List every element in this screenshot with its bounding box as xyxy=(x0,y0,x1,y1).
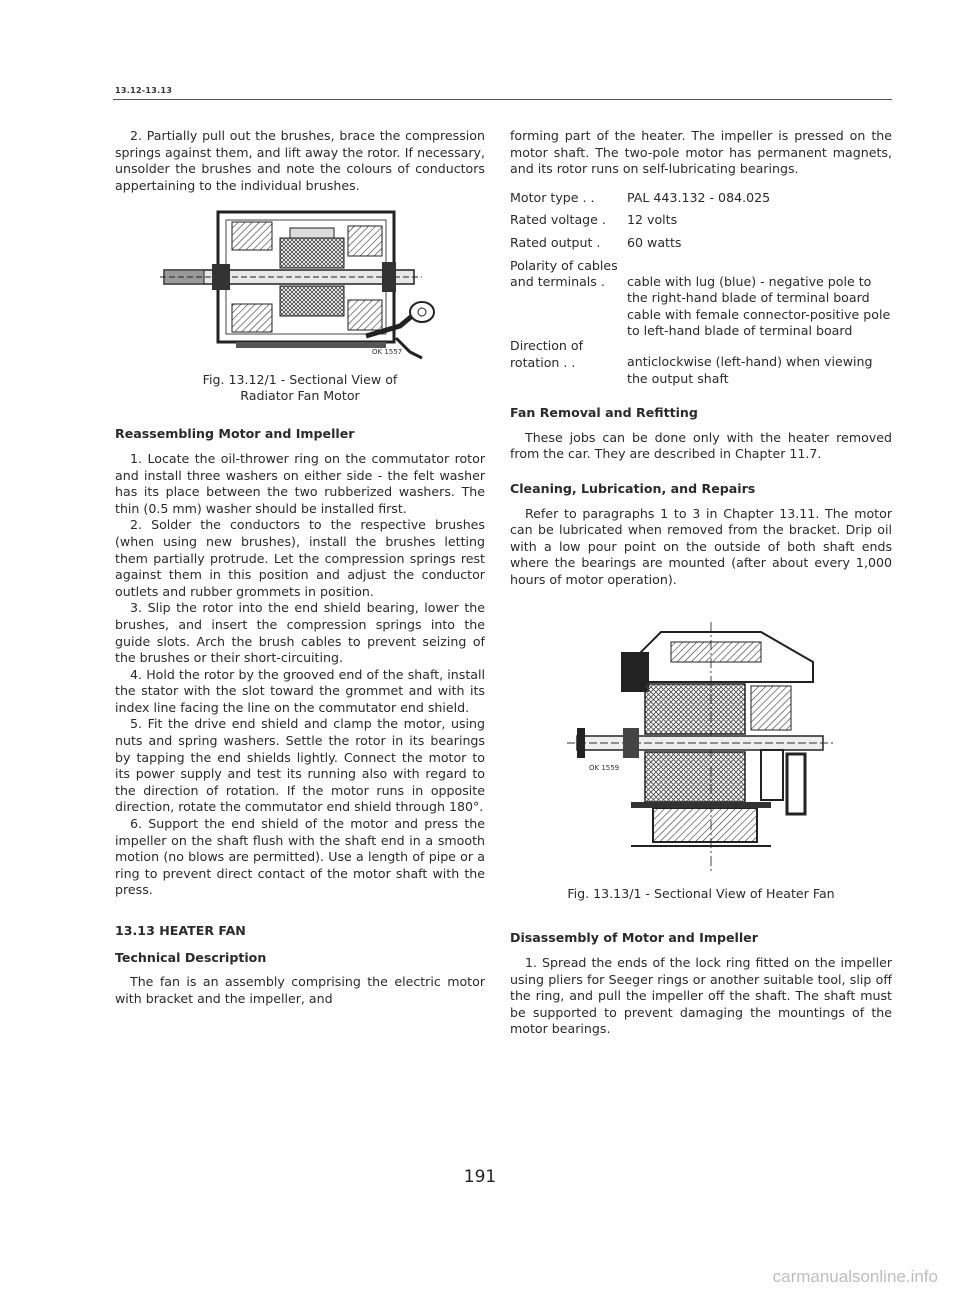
spec-value: PAL 443.132 - 084.025 xyxy=(627,189,771,205)
spec-value: anticlockwise (left-hand) when viewing the output shaft xyxy=(627,353,873,386)
reassembly-step-2: 2. Solder the conductors to the respective brushes (when using new brushes), install the brushes letting them partially protrude. Let the compression springs rest against them in this position and adjust the conductor outlets and rubber grommets in position. xyxy=(115,517,485,599)
page-reference: 13.12-13.13 xyxy=(115,86,173,95)
spec-key: Rated output . xyxy=(510,234,601,250)
tech-description-text: The fan is an assembly comprising the electric motor with bracket and the impeller, and xyxy=(115,974,485,1006)
spec-key: Direction of rotation . . xyxy=(510,337,584,370)
spec-row xyxy=(510,235,892,252)
spec-key: Motor type . . xyxy=(510,189,595,205)
disassembly-text: 1. Spread the ends of the lock ring fitted on the impeller using pliers for Seeger rings or another suitable tool, slip off the ring, and pull the impeller off the shaft. The shaft must be supported to prevent damaging the mountings of the motor bearings. xyxy=(510,955,892,1037)
reassembly-step-6: 6. Support the end shield of the motor and press the impeller on the shaft flush with the shaft end in a smooth motion (no blows are permitted). Use a length of pipe or a ring to prevent direct contact of the motor shaft with the press. xyxy=(115,816,485,898)
reassembly-step-5: 5. Fit the drive end shield and clamp the motor, using nuts and spring washers. Settle the rotor in its bearings by tapping the end shields lightly. Connect the motor to its power supply and test its running also with regard to the direction of rotation. If the motor runs in opposite direction, rotate the commutator end shield through 180°. xyxy=(115,716,485,815)
left-column xyxy=(115,128,485,1007)
fig2-label: OK 1559 xyxy=(589,764,620,773)
fan-removal-text: These jobs can be done only with the heater removed from the car. They are described in Chapter 11.7. xyxy=(510,429,892,462)
reassembly-step-1: 1. Locate the oil-thrower ring on the commutator rotor and install three washers on either side - the felt washer has its place between the two rubberized washers. The thin (0.5 mm) washer should be installed first. xyxy=(115,450,485,516)
heater-fan-figure xyxy=(561,622,841,872)
header-rule xyxy=(113,99,892,100)
tech-description-heading: Technical Description xyxy=(115,949,267,965)
spec-row xyxy=(510,190,892,207)
spec-row xyxy=(510,258,892,340)
radiator-fan-motor-drawing xyxy=(160,208,440,366)
fig1-caption: Fig. 13.12/1 - Sectional View of Radiator Fan Motor xyxy=(202,372,398,404)
spec-row xyxy=(510,338,892,387)
spec-value: 12 volts xyxy=(627,212,678,228)
spec-key: Rated voltage . xyxy=(510,212,606,228)
disassembly-heading: Disassembly of Motor and Impeller xyxy=(510,930,758,946)
cleaning-heading: Cleaning, Lubrication, and Repairs xyxy=(510,480,756,496)
page-number: 191 xyxy=(463,1167,497,1187)
watermark: carmanualsonline.info xyxy=(772,1267,938,1286)
heater-fan-drawing xyxy=(561,622,841,872)
spec-value: 60 watts xyxy=(627,234,682,250)
intro-paragraph: 2. Partially pull out the brushes, brace the compression springs against them, and lift away the rotor. If necessary, unsolder the brushes and note the colours of conductors appertaining to the individual brushes. xyxy=(115,128,485,193)
spec-value: cable with lug (blue) - negative pole to the right-hand blade of terminal board cable with female connector-positive pole to left-hand blade of terminal board xyxy=(627,273,891,339)
spec-table xyxy=(510,190,892,387)
fig2-caption: Fig. 13.13/1 - Sectional View of Heater Fan xyxy=(567,886,835,902)
fig1-label: OK 1557 xyxy=(372,348,403,357)
cleaning-text: Refer to paragraphs 1 to 3 in Chapter 13.11. The motor can be lubricated when removed from the bracket. Drip oil with a low pour point on the outside of both shaft ends where the bearings are mounted (after about every 1,000 hours of motor operation). xyxy=(510,505,892,587)
reassembling-heading: Reassembling Motor and Impeller xyxy=(115,426,355,442)
reassembly-step-4: 4. Hold the rotor by the grooved end of the shaft, install the stator with the slot toward the grommet and with its index line facing the line on the commutator end shield. xyxy=(115,666,485,715)
fan-removal-heading: Fan Removal and Refitting xyxy=(510,405,698,421)
spec-key: Polarity of cables and terminals . xyxy=(510,257,618,290)
section-title: 13.13 HEATER FAN xyxy=(115,923,246,938)
reassembly-step-3: 3. Slip the rotor into the end shield bearing, lower the brushes, and insert the compression springs into the guide slots. Arch the brush cables to prevent seizing of the brushes or their short-circuiting. xyxy=(115,600,485,666)
radiator-fan-motor-figure xyxy=(160,208,440,366)
right-column xyxy=(510,128,892,1038)
tech-description-continued: forming part of the heater. The impeller is pressed on the motor shaft. The two-pole motor has permanent magnets, and its rotor runs on self-lubricating bearings. xyxy=(510,128,892,177)
spec-row xyxy=(510,212,892,229)
